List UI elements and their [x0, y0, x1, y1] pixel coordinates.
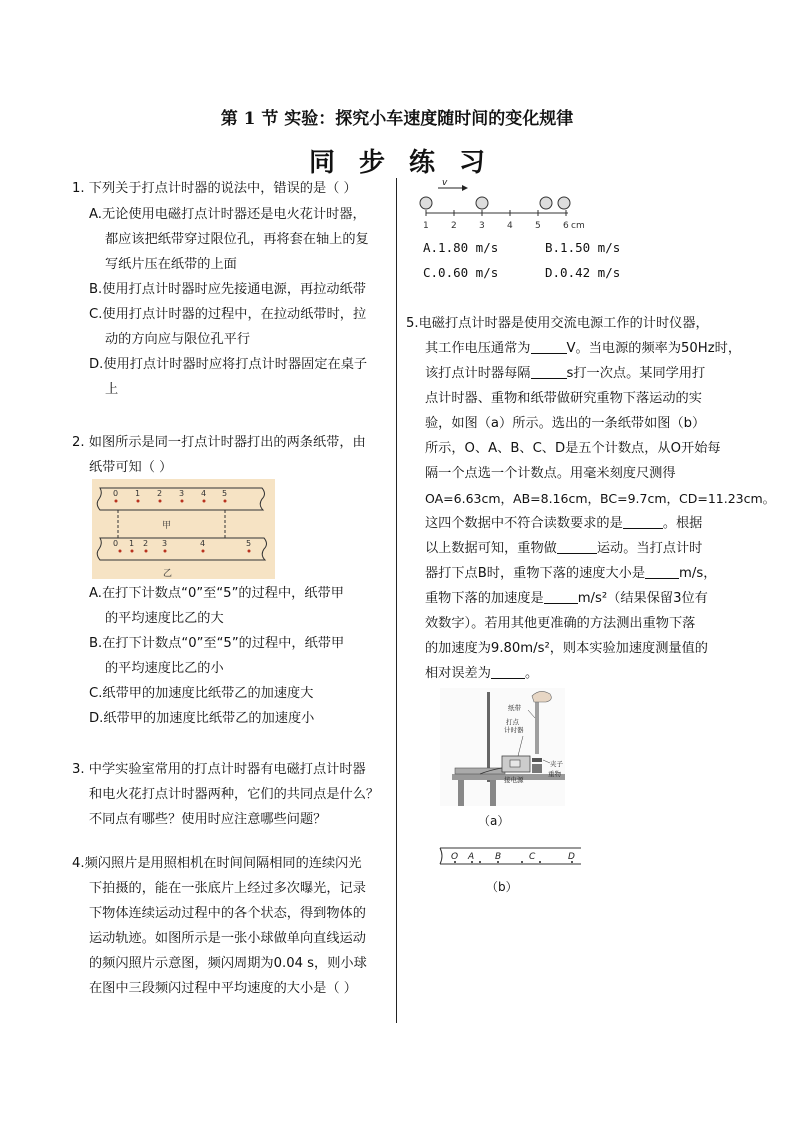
q5-line9: 这四个数据中不符合读数要求的是 。根据: [425, 516, 703, 531]
ruler-label-5: 5: [535, 221, 541, 231]
blank-acceleration[interactable]: [544, 589, 578, 604]
q2-option-b-line2: 的平均速度比乙的小: [105, 661, 224, 676]
q1-option-b: B.使用打点计时器时应先接通电源，再拉动纸带: [89, 282, 366, 297]
q5-line5: 验，如图（a）所示。选出的一条纸带如图（b）: [425, 416, 706, 431]
blank-relative-error[interactable]: [491, 664, 525, 679]
ruler-label-1: 1: [423, 221, 429, 231]
label-clip: 夹子: [550, 760, 563, 768]
q4-line5: 的频闪照片示意图，频闪周期为0.04 s，则小球: [89, 956, 367, 971]
strobe-balls: [420, 197, 570, 209]
q5-line14: 的加速度为9.80m/s²，则本实验加速度测量值的: [425, 641, 708, 656]
ruler-label-3: 3: [479, 221, 485, 231]
point-a: A: [468, 852, 475, 862]
q2-stem-line1: 2. 如图所示是同一打点计时器打出的两条纸带，由: [72, 435, 366, 450]
q4-option-b: B.1.50 m/s: [545, 240, 621, 255]
q5-line8: OA=6.63cm，AB=8.16cm，BC=9.7cm，CD=11.23cm。: [425, 491, 776, 506]
q3-line3: 不同点有哪些？使用时应注意哪些问题？: [89, 812, 327, 827]
q2-stem-line2: 纸带可知（ ）: [89, 460, 173, 475]
q5-line1: 5.电磁打点计时器是使用交流电源工作的计时仪器，: [406, 316, 709, 331]
blank-invalid-reading[interactable]: [623, 514, 663, 529]
figure-a-caption: （a）: [478, 814, 510, 828]
q2-option-a-line1: A.在打下计数点“0”至“5”的过程中，纸带甲: [89, 586, 344, 601]
velocity-label: v: [442, 178, 448, 188]
ruler-label-2: 2: [451, 221, 457, 231]
q5-line3: 该打点计时器每隔 s打一次点。某同学用打: [425, 366, 706, 381]
q5-line12: 重物下落的加速度是 m/s²（结果保留3位有: [425, 591, 708, 606]
tape-a-tick-2: 2: [157, 489, 163, 498]
q2-option-c: C.纸带甲的加速度比纸带乙的加速度大: [89, 686, 314, 701]
q1-stem: 1. 下列关于打点计时器的说法中，错误的是（ ）: [72, 181, 357, 196]
q5-line13: 效数字）。若用其他更准确的方法测出重物下落: [425, 616, 696, 631]
page-subtitle: 同步练习: [308, 148, 509, 178]
column-divider: [396, 178, 397, 1023]
q2-option-b-line1: B.在打下计数点“0”至“5”的过程中，纸带甲: [89, 636, 345, 651]
paper-tape-figure: [92, 479, 275, 579]
q3-line1: 3. 中学实验室常用的打点计时器有电磁打点计时器: [72, 762, 366, 777]
tape-a-tick-1: 1: [135, 489, 141, 498]
q4-line4: 运动轨迹。如图所示是一张小球做单向直线运动: [89, 931, 366, 946]
apparatus-figure: [440, 688, 565, 806]
q1-option-a-line3: 写纸片压在纸带的上面: [105, 257, 237, 272]
point-c: C: [529, 852, 536, 862]
q4-option-c: C.0.60 m/s: [423, 265, 499, 280]
q5-line4: 点计时器、重物和纸带做研究重物下落运动的实: [425, 391, 702, 406]
q4-line2: 下拍摄的，能在一张底片上经过多次曝光，记录: [89, 881, 366, 896]
tape-a-tick-4: 4: [201, 489, 207, 498]
tape-points-figure: [436, 842, 586, 870]
q1-option-d-line2: 上: [105, 382, 119, 397]
q4-line6: 在图中三段频闪过程中平均速度的大小是（ ）: [89, 981, 357, 996]
tape-b-label: 乙: [163, 569, 173, 579]
blank-voltage[interactable]: [531, 339, 567, 354]
q3-line2: 和电火花打点计时器两种，它们的共同点是什么？: [89, 787, 380, 802]
q1-option-c-line1: C.使用打点计时器的过程中，在拉动纸带时，拉: [89, 307, 367, 322]
q1-option-c-line2: 动的方向应与限位孔平行: [105, 332, 251, 347]
q2-option-a-line2: 的平均速度比乙的大: [105, 611, 224, 626]
page-title: 第 1 节 实验：探究小车速度随时间的变化规律: [220, 109, 574, 129]
label-timer-line1: 打点: [506, 718, 519, 726]
tape-b-tick-3: 3: [162, 539, 168, 548]
q2-option-d: D.纸带甲的加速度比纸带乙的加速度小: [89, 711, 315, 726]
strobe-photo-figure: [418, 176, 593, 236]
q5-line6: 所示，O、A、B、C、D是五个计数点，从O开始每: [425, 441, 721, 456]
label-timer-line2: 计时器: [504, 726, 524, 734]
point-d: D: [568, 852, 575, 862]
ruler-label-6: 6: [563, 221, 569, 231]
q5-line15: 相对误差为 。: [425, 666, 539, 681]
point-o: O: [451, 852, 459, 862]
blank-period[interactable]: [531, 364, 567, 379]
tape-b-tick-1: 1: [129, 539, 135, 548]
q1-option-d-line1: D.使用打点计时器时应将打点计时器固定在桌子: [89, 357, 368, 372]
q1-option-a-line1: A.无论使用电磁打点计时器还是电火花计时器，: [89, 207, 366, 222]
q5-line2: 其工作电压通常为 V。当电源的频率为50Hz时，: [425, 341, 742, 356]
q5-line11: 器打下点B时，重物下落的速度大小是 m/s，: [425, 566, 717, 581]
q5-line7: 隔一个点选一个计数点。用毫米刻度尺测得: [425, 466, 676, 481]
tape-b-tick-5: 5: [246, 539, 252, 548]
tape-b-tick-4: 4: [200, 539, 206, 548]
q5-line10: 以上数据可知，重物做 运动。当打点计时: [425, 541, 703, 556]
tape-a-tick-5: 5: [222, 489, 228, 498]
label-power: 接电源: [504, 776, 524, 784]
label-weight: 重物: [548, 770, 561, 778]
tape-a-label: 甲: [162, 521, 172, 531]
ruler-label-4: 4: [507, 221, 513, 231]
q4-option-d: D.0.42 m/s: [545, 265, 621, 280]
blank-motion-type[interactable]: [557, 539, 597, 554]
q4-line3: 下物体连续运动过程中的各个状态，得到物体的: [89, 906, 366, 921]
q4-line1: 4.频闪照片是用照相机在时间间隔相同的连续闪光: [72, 856, 362, 871]
figure-b-caption: （b）: [486, 880, 518, 894]
q1-option-a-line2: 都应该把纸带穿过限位孔，再将套在轴上的复: [105, 232, 369, 247]
tape-b-tick-2: 2: [143, 539, 149, 548]
ruler-unit: cm: [571, 221, 585, 231]
blank-velocity-b[interactable]: [645, 564, 679, 579]
tape-a-tick-0: 0: [113, 489, 119, 498]
label-paper-tape: 纸带: [508, 704, 521, 712]
tape-b-tick-0: 0: [113, 539, 119, 548]
q4-option-a: A.1.80 m/s: [423, 240, 499, 255]
point-b: B: [495, 852, 502, 862]
tape-a-tick-3: 3: [179, 489, 185, 498]
